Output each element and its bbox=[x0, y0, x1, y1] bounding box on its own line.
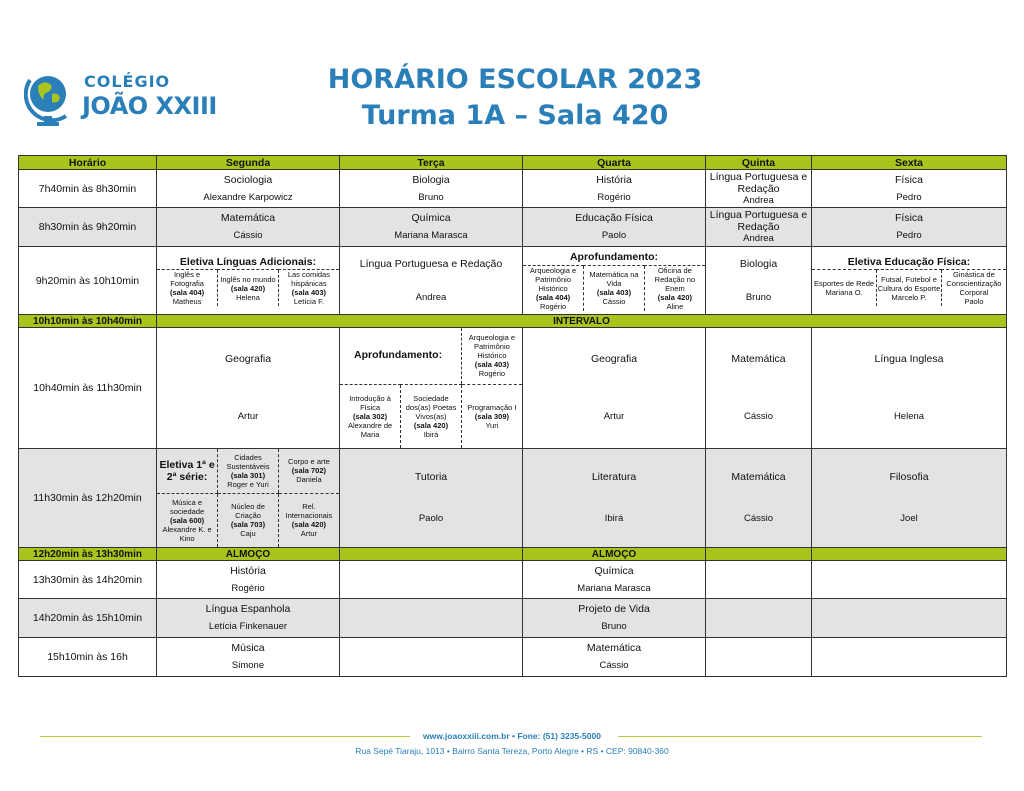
teacher: Letícia Finkenauer bbox=[208, 621, 288, 632]
globe-icon bbox=[24, 70, 80, 128]
class-cell bbox=[157, 599, 340, 638]
option-room: (sala 703) bbox=[230, 520, 266, 530]
option-name: Programação I bbox=[467, 402, 517, 412]
option-name: Futsal, Futebol e Cultura do Esporte bbox=[877, 274, 941, 293]
time-cell: 8h30min às 9h20min bbox=[19, 208, 157, 247]
subject: Química bbox=[594, 564, 634, 577]
subject: Língua Espanhola bbox=[205, 603, 291, 615]
logo-line1: COLÉGIO bbox=[84, 72, 171, 91]
elective-option bbox=[461, 384, 522, 448]
subject: Sociologia bbox=[223, 173, 273, 186]
elective-option bbox=[877, 270, 942, 307]
option-name: Cidades Sustentáveis bbox=[226, 452, 270, 471]
empty-cell bbox=[812, 561, 1007, 599]
empty-cell bbox=[706, 599, 812, 638]
option-teacher: Matheus bbox=[172, 297, 202, 306]
subject: Língua Inglesa bbox=[874, 353, 944, 365]
logo-line2: JOÃO XXIII bbox=[82, 92, 217, 120]
footer-address: Rua Sepé Tiaraju, 1013 • Bairro Santa Tereza, Porto Alegre • RS • CEP: 90840-360 bbox=[355, 746, 669, 756]
time-cell: 14h20min às 15h10min bbox=[19, 599, 157, 638]
elective-heading: Eletiva 1ª e 2ª série: bbox=[157, 449, 218, 493]
class-cell bbox=[706, 247, 812, 315]
break-row bbox=[19, 315, 1007, 328]
elective-option bbox=[812, 270, 877, 307]
class-cell bbox=[157, 561, 340, 599]
option-teacher: Artur bbox=[300, 529, 318, 539]
teacher: Andrea bbox=[743, 233, 774, 244]
table-row bbox=[19, 599, 1007, 638]
teacher: Pedro bbox=[896, 230, 922, 241]
empty-cell bbox=[812, 599, 1007, 638]
subject: Tutoria bbox=[414, 471, 448, 483]
class-cell bbox=[340, 170, 523, 208]
teacher: Cássio bbox=[599, 660, 629, 671]
subject: Educação Física bbox=[575, 212, 653, 224]
teacher: Andrea bbox=[415, 291, 447, 303]
time-cell: 9h20min às 10h10min bbox=[19, 247, 157, 315]
teacher: Simone bbox=[231, 660, 265, 671]
option-name: Inglês no mundo bbox=[220, 274, 276, 284]
table-row bbox=[19, 561, 1007, 599]
subject: Química bbox=[411, 212, 451, 224]
class-cell bbox=[157, 638, 340, 677]
subject: Língua Portuguesa e Redação bbox=[359, 257, 503, 270]
elective-option bbox=[218, 449, 279, 493]
class-cell bbox=[523, 449, 706, 548]
option-room: (sala 403) bbox=[291, 288, 326, 297]
subject: Filosofia bbox=[889, 471, 929, 483]
option-teacher: Rogério bbox=[478, 369, 506, 379]
class-cell bbox=[157, 328, 340, 449]
teacher: Alexandre Karpowicz bbox=[203, 191, 293, 203]
teacher: Mariana Marasca bbox=[577, 582, 651, 594]
option-teacher: Rogério bbox=[539, 301, 567, 311]
footer-contact: www.joaoxxiii.com.br • Fone: (51) 3235-5000 bbox=[423, 731, 601, 741]
teacher: Bruno bbox=[601, 621, 627, 632]
class-cell bbox=[340, 208, 523, 247]
subject: História bbox=[596, 173, 632, 186]
option-name: Matemática na Vida bbox=[589, 270, 639, 288]
col-header-wednesday: Quarta bbox=[523, 156, 706, 170]
teacher: Artur bbox=[237, 411, 259, 422]
empty-cell bbox=[812, 638, 1007, 677]
option-name: Corpo e arte bbox=[288, 457, 330, 467]
elective-option bbox=[218, 270, 279, 307]
class-cell bbox=[706, 208, 812, 247]
empty-cell bbox=[340, 599, 523, 638]
break-row bbox=[19, 548, 1007, 561]
option-teacher: Daniela bbox=[296, 475, 322, 485]
option-name: Inglês e Fotografia bbox=[170, 270, 204, 288]
subject: Matemática bbox=[731, 353, 786, 365]
option-name: Rel. Internacionais bbox=[285, 502, 333, 521]
teacher: Joel bbox=[900, 513, 918, 524]
time-cell: 10h40min às 11h30min bbox=[19, 328, 157, 449]
teacher: Helena bbox=[893, 411, 925, 422]
class-cell bbox=[812, 449, 1007, 548]
option-name: Esportes de Rede bbox=[814, 279, 875, 288]
table-row bbox=[19, 638, 1007, 677]
class-cell bbox=[523, 561, 706, 599]
option-room: (sala 301) bbox=[230, 470, 266, 480]
class-cell bbox=[706, 328, 812, 449]
option-teacher: Marcelo P. bbox=[891, 292, 927, 302]
teacher: Cássio bbox=[233, 230, 263, 241]
option-teacher: Alexandre K. e Kino bbox=[162, 524, 212, 543]
subject: Literatura bbox=[591, 471, 637, 483]
elective-option bbox=[218, 493, 279, 547]
option-name: Oficina de Redação no Enem bbox=[654, 265, 696, 293]
break-label: ALMOÇO bbox=[523, 548, 706, 561]
elective-heading: Aprofundamento: bbox=[340, 328, 461, 384]
teacher: Artur bbox=[603, 411, 625, 422]
subject: Geografia bbox=[224, 353, 272, 365]
table-row bbox=[19, 208, 1007, 247]
page-title: HORÁRIO ESCOLAR 2023 bbox=[327, 64, 703, 95]
elective-option bbox=[278, 493, 339, 547]
elective-option bbox=[644, 265, 705, 311]
elective-heading: Aprofundamento: bbox=[523, 251, 705, 266]
subject: História bbox=[230, 564, 266, 577]
elective-option bbox=[941, 270, 1006, 307]
option-name: Las comidas hispánicas bbox=[287, 270, 330, 288]
empty-cell bbox=[706, 548, 812, 561]
subject: Projeto de Vida bbox=[578, 603, 650, 615]
option-teacher: Yuri bbox=[485, 420, 499, 430]
teacher: Pedro bbox=[896, 191, 922, 203]
subject: Língua Portuguesa e Redação bbox=[709, 209, 808, 233]
class-cell bbox=[523, 638, 706, 677]
col-header-monday: Segunda bbox=[157, 156, 340, 170]
time-cell: 13h30min às 14h20min bbox=[19, 561, 157, 599]
empty-cell bbox=[340, 561, 523, 599]
empty-cell bbox=[812, 548, 1007, 561]
teacher: Paolo bbox=[418, 513, 444, 524]
header-row bbox=[19, 156, 1007, 170]
option-name: Ginástica de Conscientização Corporal bbox=[946, 270, 1002, 297]
teacher: Bruno bbox=[418, 191, 444, 203]
elective-cell bbox=[157, 247, 340, 315]
option-teacher: Caju bbox=[240, 529, 256, 539]
elective-option bbox=[278, 449, 339, 493]
class-cell bbox=[812, 208, 1007, 247]
subject: Física bbox=[894, 173, 923, 186]
option-teacher: Cássio bbox=[602, 297, 626, 306]
teacher: Rogério bbox=[231, 582, 265, 594]
table-row bbox=[19, 170, 1007, 208]
subject: Biologia bbox=[739, 257, 778, 270]
option-teacher: Ibirá bbox=[423, 429, 439, 439]
option-room: (sala 302) bbox=[352, 411, 388, 421]
subject: Matemática bbox=[220, 212, 276, 224]
elective-option bbox=[157, 270, 218, 307]
time-cell: 10h10min às 10h40min bbox=[19, 315, 157, 328]
subject: Geografia bbox=[590, 353, 638, 365]
elective-cell bbox=[157, 449, 340, 548]
class-cell bbox=[706, 449, 812, 548]
teacher: Bruno bbox=[745, 291, 772, 303]
subject: Biologia bbox=[412, 173, 450, 186]
option-room: (sala 420) bbox=[657, 292, 692, 302]
option-room: (sala 600) bbox=[169, 515, 205, 525]
schedule-table bbox=[18, 155, 1007, 677]
option-name: Arqueologia e Patrimônio Histórico bbox=[529, 265, 577, 293]
option-room: (sala 702) bbox=[291, 466, 326, 476]
class-cell bbox=[523, 328, 706, 449]
class-cell bbox=[523, 599, 706, 638]
teacher: Cássio bbox=[743, 411, 774, 422]
class-cell bbox=[157, 170, 340, 208]
empty-cell bbox=[706, 561, 812, 599]
elective-option bbox=[278, 270, 339, 307]
elective-heading: Eletiva Educação Física: bbox=[812, 255, 1006, 270]
col-header-tuesday: Terça bbox=[340, 156, 523, 170]
elective-option bbox=[461, 328, 522, 384]
option-name: Introdução à Física bbox=[349, 393, 391, 412]
elective-option bbox=[523, 265, 584, 311]
option-teacher: Mariana O. bbox=[825, 288, 863, 297]
class-cell bbox=[523, 208, 706, 247]
option-name: Núcleo de Criação bbox=[231, 502, 265, 521]
col-header-friday: Sexta bbox=[812, 156, 1007, 170]
teacher: Paolo bbox=[601, 230, 627, 241]
option-teacher: Letícia F. bbox=[293, 297, 324, 306]
option-room: (sala 420) bbox=[291, 520, 326, 530]
elective-heading: Eletiva Línguas Adicionais: bbox=[157, 255, 339, 270]
teacher: Cássio bbox=[743, 513, 774, 524]
class-cell bbox=[812, 328, 1007, 449]
option-teacher: Paolo bbox=[964, 297, 984, 306]
time-cell: 11h30min às 12h20min bbox=[19, 449, 157, 548]
class-cell bbox=[340, 449, 523, 548]
page-subtitle: Turma 1A – Sala 420 bbox=[361, 100, 669, 131]
option-teacher: Alexandre de Maria bbox=[347, 420, 393, 439]
option-room: (sala 404) bbox=[169, 288, 205, 297]
option-name: Música e sociedade bbox=[169, 497, 205, 516]
option-name: Sociedade dos(as) Poetas Vivos(as) bbox=[405, 393, 457, 421]
break-label: ALMOÇO bbox=[157, 548, 340, 561]
class-cell bbox=[523, 170, 706, 208]
subject: Música bbox=[231, 642, 265, 654]
option-room: (sala 420) bbox=[230, 283, 266, 293]
table-row bbox=[19, 449, 1007, 548]
table-row bbox=[19, 247, 1007, 315]
elective-option bbox=[401, 384, 462, 448]
time-cell: 7h40min às 8h30min bbox=[19, 170, 157, 208]
subject: Matemática bbox=[731, 471, 786, 483]
teacher: Andrea bbox=[743, 194, 774, 206]
option-room: (sala 309) bbox=[474, 411, 509, 421]
school-logo bbox=[24, 70, 224, 130]
option-room: (sala 403) bbox=[474, 360, 509, 370]
subject: Língua Portuguesa e Redação bbox=[709, 170, 808, 195]
option-teacher: Helena bbox=[236, 292, 260, 302]
time-cell: 15h10min às 16h bbox=[19, 638, 157, 677]
subject: Matemática bbox=[586, 642, 642, 654]
elective-option bbox=[340, 384, 401, 448]
elective-option bbox=[584, 265, 645, 311]
teacher: Mariana Marasca bbox=[394, 230, 468, 241]
option-room: (sala 420) bbox=[413, 420, 449, 430]
class-cell bbox=[340, 247, 523, 315]
option-name: Arqueologia e Patrimônio Histórico bbox=[468, 333, 516, 361]
elective-option bbox=[157, 493, 218, 547]
class-cell bbox=[157, 208, 340, 247]
option-room: (sala 404) bbox=[535, 292, 571, 302]
empty-cell bbox=[340, 638, 523, 677]
col-header-time: Horário bbox=[19, 156, 157, 170]
class-cell bbox=[812, 170, 1007, 208]
teacher: Rogério bbox=[597, 191, 631, 203]
subject: Física bbox=[894, 212, 923, 224]
option-teacher: Roger e Yuri bbox=[227, 479, 269, 489]
elective-cell bbox=[340, 328, 523, 449]
elective-cell bbox=[812, 247, 1007, 315]
option-teacher: Aline bbox=[666, 301, 684, 311]
table-row bbox=[19, 328, 1007, 449]
class-cell bbox=[706, 170, 812, 208]
option-room: (sala 403) bbox=[596, 288, 632, 297]
elective-cell bbox=[523, 247, 706, 315]
empty-cell bbox=[340, 548, 523, 561]
break-label: INTERVALO bbox=[157, 315, 1007, 328]
teacher: Ibirá bbox=[604, 513, 624, 524]
time-cell: 12h20min às 13h30min bbox=[19, 548, 157, 561]
col-header-thursday: Quinta bbox=[706, 156, 812, 170]
empty-cell bbox=[706, 638, 812, 677]
